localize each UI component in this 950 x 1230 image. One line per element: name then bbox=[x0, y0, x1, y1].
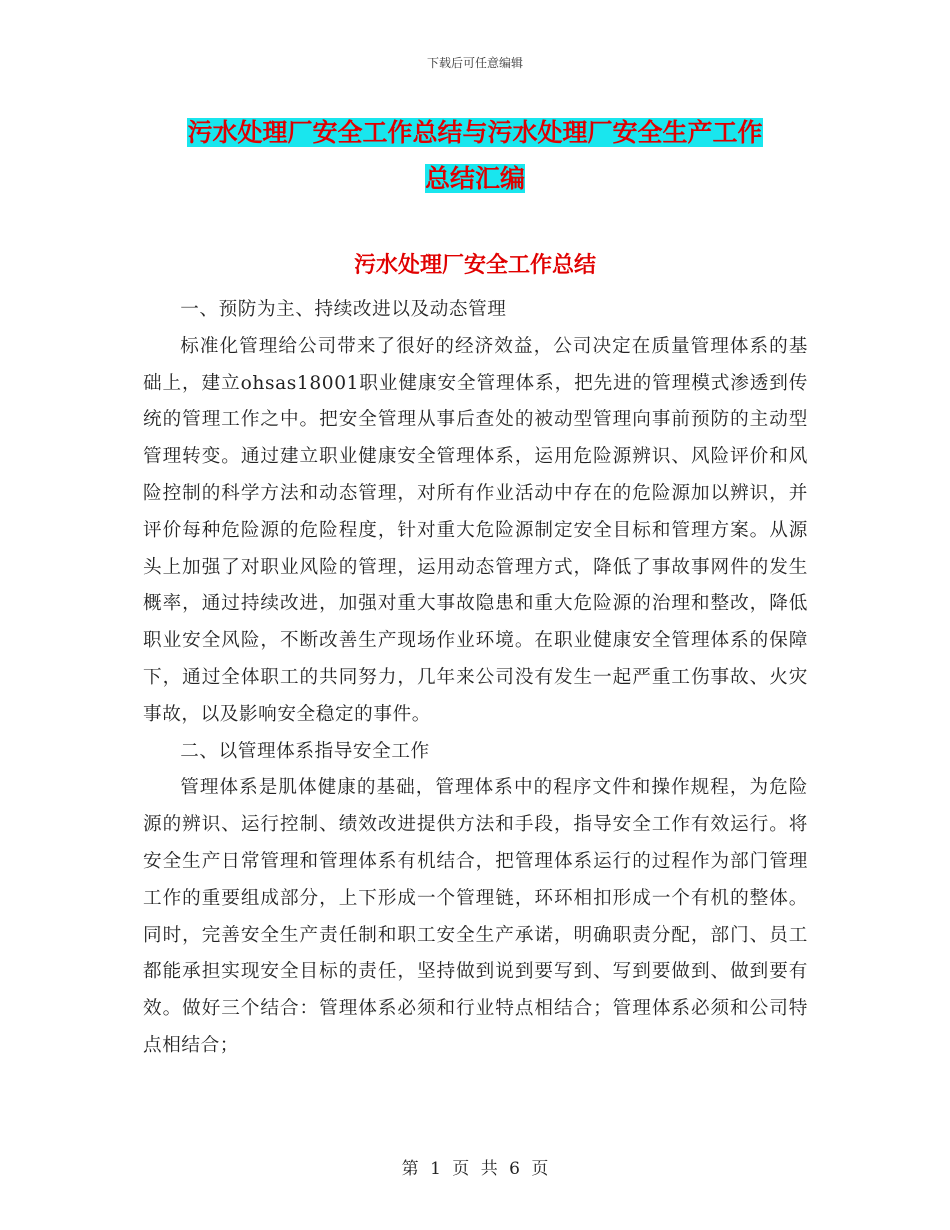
heading-2: 二、以管理体系指导安全工作 bbox=[180, 740, 430, 762]
heading-1: 一、预防为主、持续改进以及动态管理 bbox=[180, 299, 507, 320]
section-title: 污水处理厂安全工作总结 bbox=[353, 253, 596, 278]
title-line-2: 总结汇编 bbox=[424, 164, 525, 193]
paragraph-2: 管理体系是肌体健康的基础，管理体系中的程序文件和操作规程，为危险源的辨识、运行控制、绩效改进提供方法和手段，指导安全工作有效运行。将安全生产日常管理和管理体系有机结合，把管理体系运行的过程作为部门管理工作的重要组成部分，上下形成一个管理链，环环相扣形成一个有机的整体。同时，完善安全生产责任制和职工安全生产承诺，明确职责分配，部门、员工都能承担实现安全目标的责任，坚持做到说到要写到、写到要做到、做到要有效。做好三个结合：管理体系必须和行业特点相结合；管理体系必须和公司特点相结合； bbox=[143, 777, 808, 1056]
header-note: 下载后可任意编辑 bbox=[426, 56, 523, 70]
page-number-footer: 第 1 页 共 6 页 bbox=[401, 1159, 549, 1179]
document-title bbox=[140, 110, 810, 202]
title-line-1: 污水处理厂安全工作总结与污水处理厂安全生产工作 bbox=[187, 118, 763, 147]
body-text bbox=[143, 292, 808, 1065]
paragraph-1: 标准化管理给公司带来了很好的经济效益，公司决定在质量管理体系的基础上，建立ohsas18001职业健康安全管理体系，把先进的管理模式渗透到传统的管理工作之中。把安全管理从事后查处的被动型管理向事前预防的主动型管理转变。通过建立职业健康安全管理体系，运用危险源辨识、风险评价和风险控制的科学方法和动态管理，对所有作业活动中存在的危险源加以辨识，并评价每种危险源的危险程度，针对重大危险源制定安全目标和管理方案。从源头上加强了对职业风险的管理，运用动态管理方式，降低了事故事网件的发生概率，通过持续改进，加强对重大事故隐患和重大危险源的治理和整改，降低职业安全风险，不断改善生产现场作业环境。在职业健康安全管理体系的保障下，通过全体职工的共同努力，几年来公司没有发生一起严重工伤事故、火灾事故，以及影响安全稳定的事件。 bbox=[143, 335, 808, 725]
